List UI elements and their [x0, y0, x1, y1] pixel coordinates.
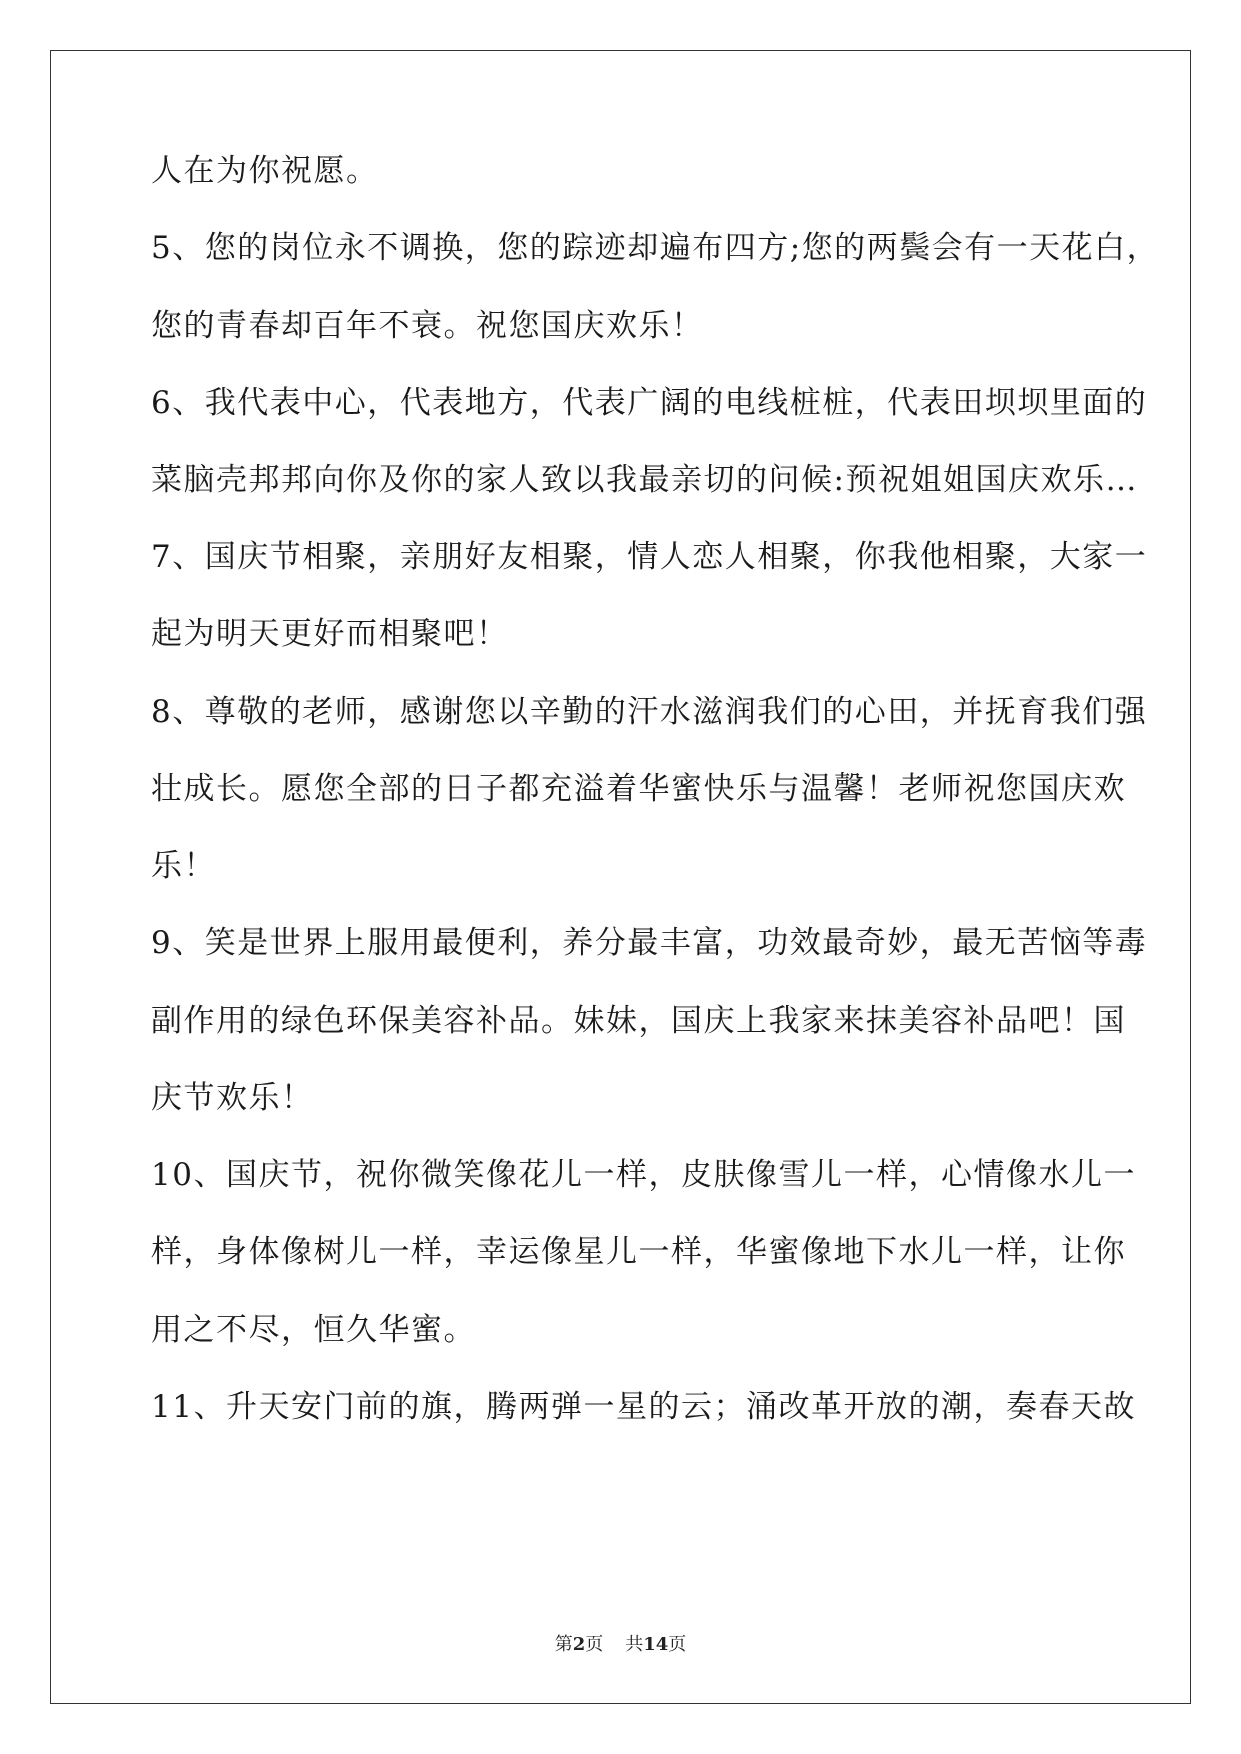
- text-line: 用之不尽，恒久华蜜。: [151, 1312, 476, 1348]
- page-footer: [0, 1630, 1241, 1656]
- text-line: 人在为你祝愿。: [151, 153, 379, 189]
- total-label-suffix: 页: [668, 1634, 687, 1655]
- text-line: 起为明天更好而相聚吧！: [151, 616, 509, 652]
- text-line: 8、尊敬的老师，感谢您以辛勤的汗水滋润我们的心田，并抚育我们强: [151, 694, 1148, 730]
- total-pages: 14: [643, 1634, 669, 1655]
- text-line: 7、国庆节相聚，亲朋好友相聚，情人恋人相聚，你我他相聚，大家一: [151, 539, 1148, 575]
- text-line: 11、升天安门前的旗，腾两弹一星的云；涌改革开放的潮，奏春天故: [151, 1389, 1136, 1425]
- text-line: 副作用的绿色环保美容补品。妹妹，国庆上我家来抹美容补品吧！国: [151, 1003, 1126, 1039]
- text-line: 您的青春却百年不衰。祝您国庆欢乐！: [151, 308, 704, 344]
- text-line: 庆节欢乐！: [151, 1080, 314, 1116]
- total-label-prefix: 共: [625, 1634, 644, 1655]
- text-line: 10、国庆节，祝你微笑像花儿一样，皮肤像雪儿一样，心情像水儿一: [151, 1157, 1136, 1193]
- page-number: 2: [572, 1634, 586, 1655]
- page-label-suffix: 页: [585, 1634, 604, 1655]
- text-line: 6、我代表中心，代表地方，代表广阔的电线桩桩，代表田坝坝里面的: [151, 385, 1148, 421]
- text-line: 5、您的岗位永不调换，您的踪迹却遍布四方;您的两鬓会有一天花白，: [151, 230, 1160, 266]
- text-line: 菜脑壳邦邦向你及你的家人致以我最亲切的问候:预祝姐姐国庆欢乐…: [151, 462, 1138, 498]
- text-line: 乐！: [151, 848, 216, 884]
- text-line: 壮成长。愿您全部的日子都充溢着华蜜快乐与温馨！老师祝您国庆欢: [151, 771, 1126, 807]
- page-label-prefix: 第: [554, 1634, 573, 1655]
- text-line: 9、笑是世界上服用最便利，养分最丰富，功效最奇妙，最无苦恼等毒: [151, 925, 1148, 961]
- text-line: 样，身体像树儿一样，幸运像星儿一样，华蜜像地下水儿一样，让你: [151, 1234, 1126, 1270]
